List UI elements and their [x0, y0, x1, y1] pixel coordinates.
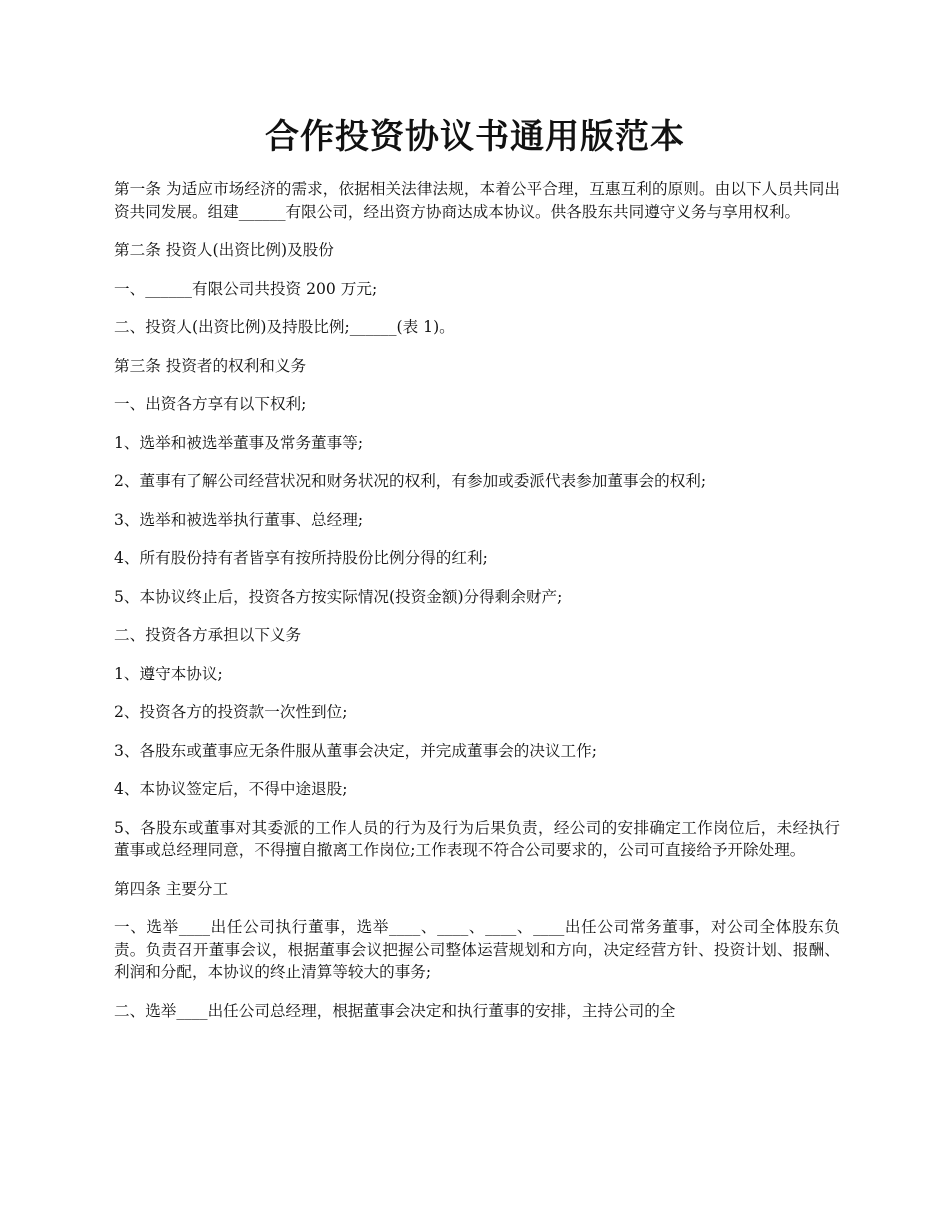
paragraph-article-3-heading: 第三条 投资者的权利和义务 [114, 356, 307, 375]
list-item: 5、各股东或董事对其委派的工作人员的行为及行为后果负责，经公司的安排确定工作岗位后，未经执行董事或总经理同意，不得擅自撤离工作岗位;工作表现不符合公司要求的，公司可直接给予开除处理。 [114, 818, 840, 859]
list-item: 2、投资各方的投资款一次性到位; [114, 703, 348, 721]
list-item: 1、选举和被选举董事及常务董事等; [114, 433, 364, 452]
list-item: 4、所有股份持有者皆享有按所持股份比例分得的红利; [114, 549, 488, 567]
list-item: 2、董事有了解公司经营状况和财务状况的权利，有参加或委派代表参加董事会的权利; [114, 472, 707, 490]
list-item: 1、遵守本协议; [114, 664, 223, 683]
paragraph: 二、选举____出任公司总经理，根据董事会决定和执行董事的安排，主持公司的全 [114, 1001, 676, 1020]
paragraph: 一、出资各方享有以下权利; [114, 395, 307, 413]
paragraph-article-1: 第一条 为适应市场经济的需求，依据相关法律法规，本着公平合理，互惠互利的原则。由以下人员共同出资共同发展。组建______有限公司，经出资方协商达成本协议。供各股东共同遵守义务与享用权利。 [114, 180, 840, 221]
list-item: 3、选举和被选举执行董事、总经理; [114, 510, 364, 529]
document-title: 合作投资协议书通用版范本 [265, 117, 685, 157]
list-item: 4、本协议签定后，不得中途退股; [114, 780, 348, 798]
paragraph-article-4-heading: 第四条 主要分工 [114, 879, 229, 898]
list-item: 3、各股东或董事应无条件服从董事会决定，并完成董事会的决议工作; [114, 741, 597, 760]
list-item: 5、本协议终止后，投资各方按实际情况(投资金额)分得剩余财产; [114, 587, 563, 606]
paragraph: 一、______有限公司共投资 200 万元; [114, 279, 378, 298]
document-body [114, 178, 840, 1038]
paragraph: 二、投资人(出资比例)及持股比例;______(表 1)。 [114, 318, 455, 336]
paragraph: 二、投资各方承担以下义务 [114, 626, 302, 644]
paragraph: 一、选举____出任公司执行董事，选举____、____、____、____出任公司常务董事，对公司全体股东负责。负责召开董事会议，根据董事会议把握公司整体运营规划和方向，决定经营方针、投资计划、报酬、利润和分配，本协议的终止清算等较大的事务; [114, 918, 840, 981]
paragraph-article-2-heading: 第二条 投资人(出资比例)及股份 [114, 241, 334, 259]
